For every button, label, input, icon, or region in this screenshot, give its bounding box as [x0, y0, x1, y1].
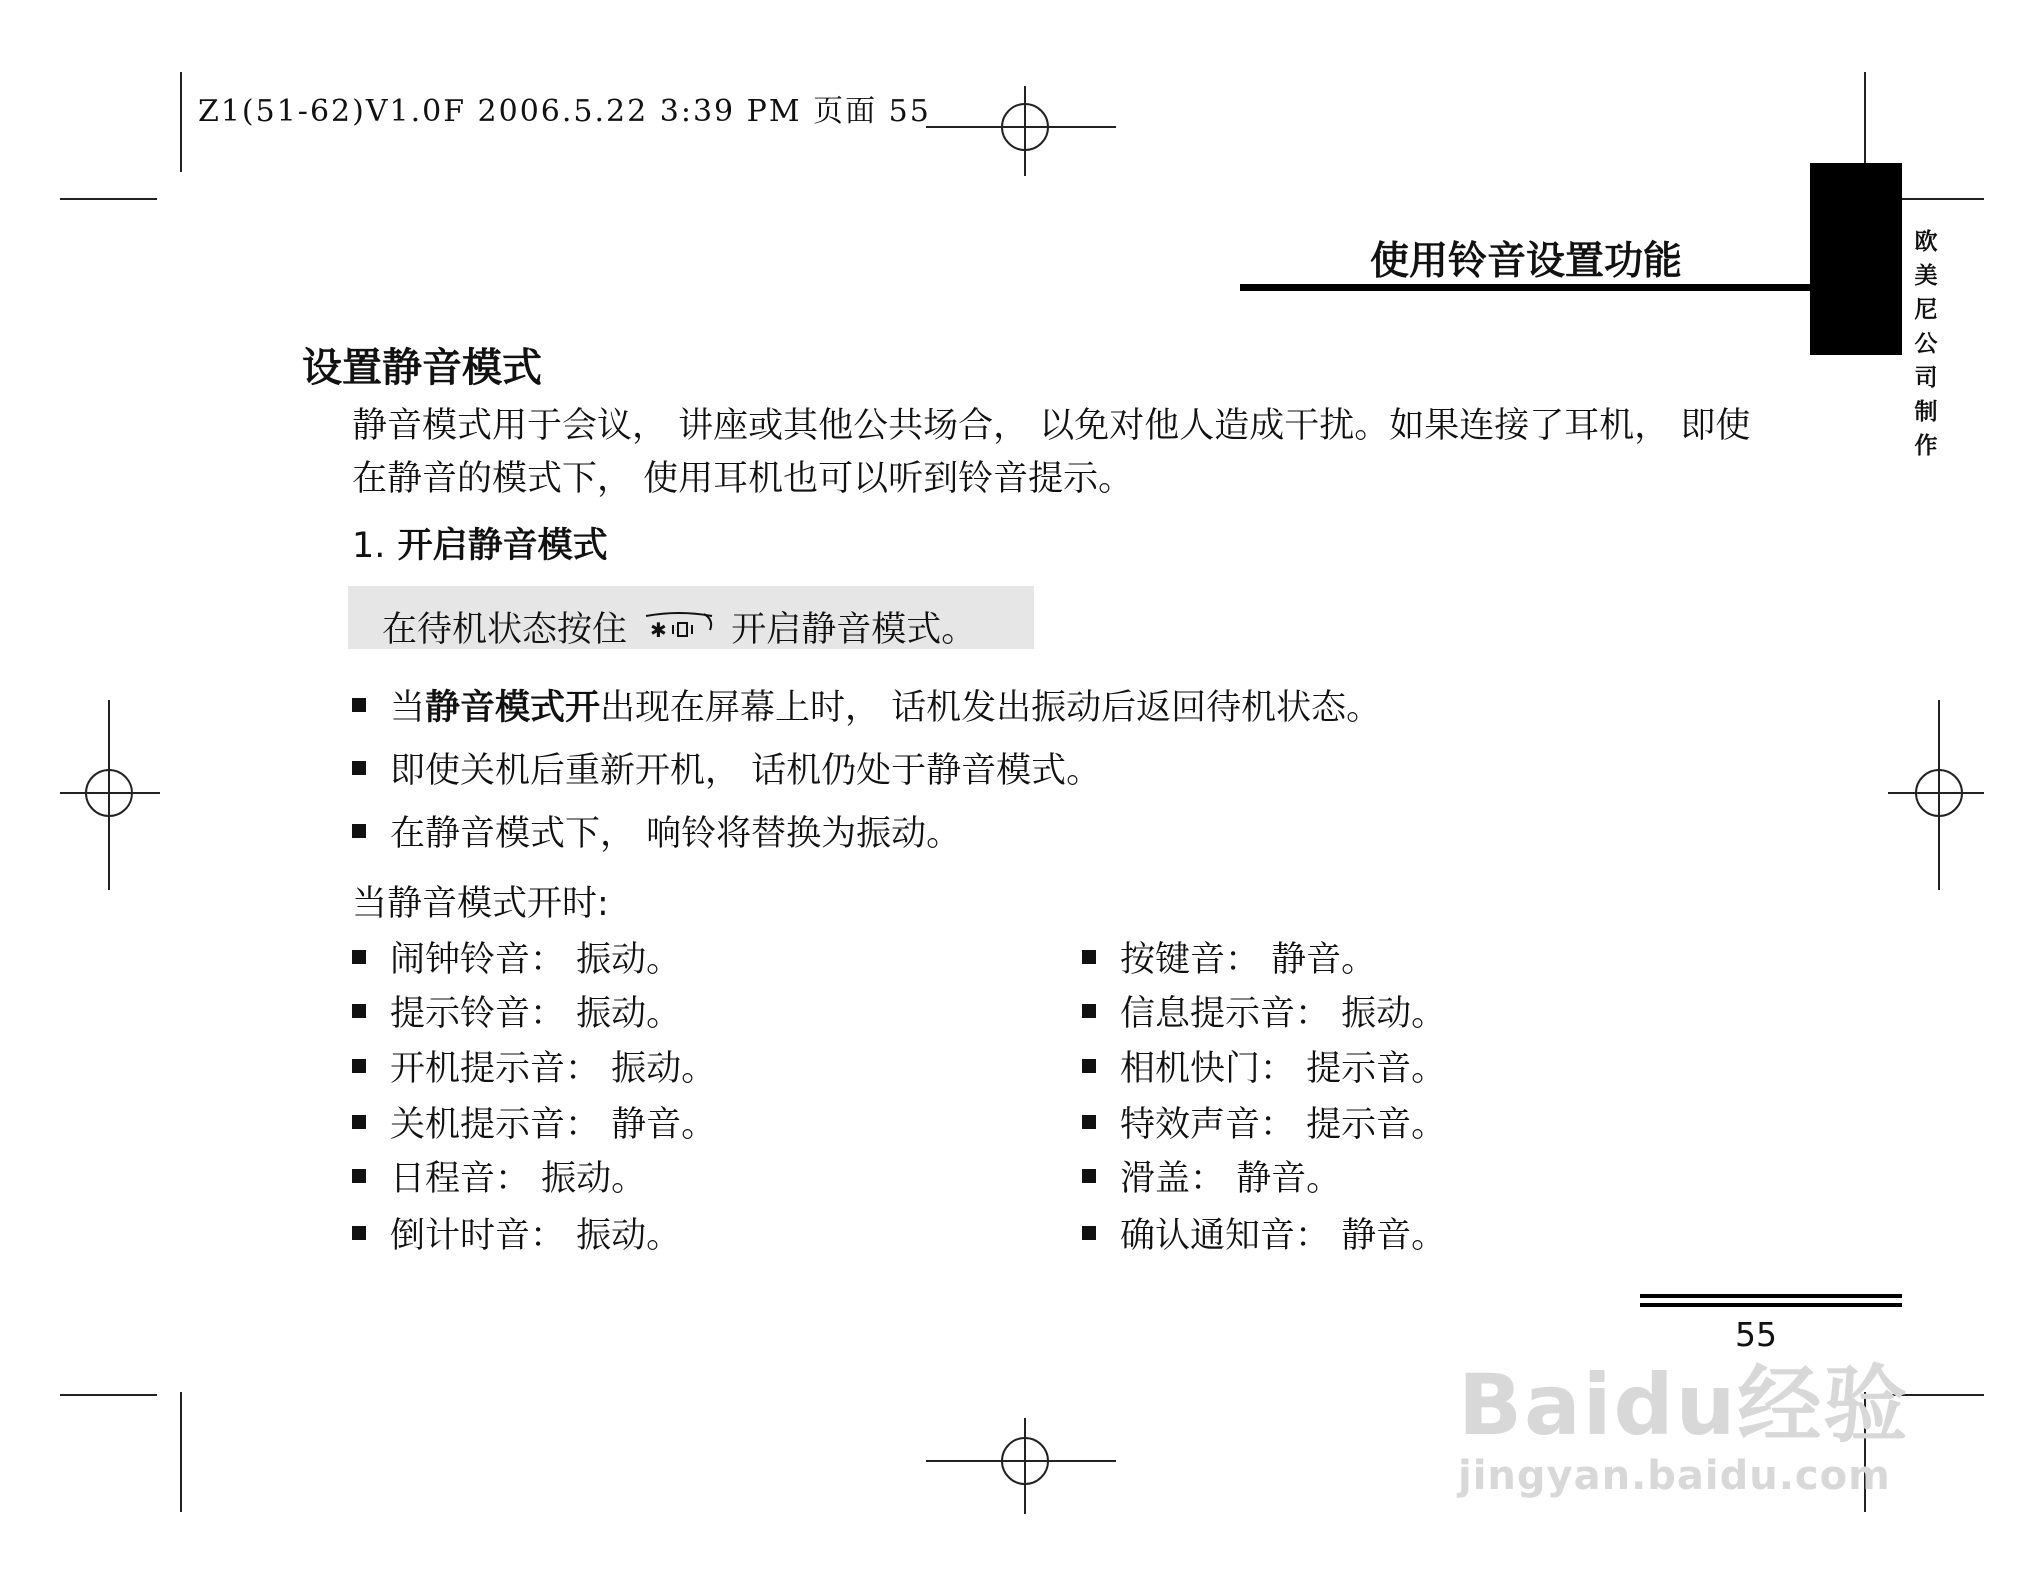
- list-item: 闹钟铃音： 振动。: [352, 932, 681, 982]
- list-item: 确认通知音： 静音。: [1082, 1208, 1446, 1258]
- list-item: 特效声音： 提示音。: [1082, 1097, 1446, 1147]
- watermark-url: jingyan.baidu.com: [1458, 1453, 1891, 1499]
- side-tab-char: 尼: [1914, 297, 1938, 323]
- silent-key-icon: [642, 610, 716, 653]
- page-rule-top: [1640, 1294, 1902, 1298]
- side-tab-char: 司: [1914, 365, 1938, 391]
- list-item: 日程音： 振动。: [352, 1151, 646, 1201]
- side-tab-char: 制: [1914, 399, 1938, 425]
- list-item: 信息提示音： 振动。: [1082, 986, 1446, 1036]
- chapter-title: 使用铃音设置功能: [1370, 239, 1683, 284]
- bullet-square: [352, 824, 366, 838]
- chapter-rule: [1240, 284, 1810, 291]
- svg-text:✱: ✱: [650, 617, 667, 642]
- section-title: 设置静音模式: [302, 345, 542, 391]
- list-item: 当静音模式开出现在屏幕上时， 话机发出振动后返回待机状态。: [352, 680, 1381, 730]
- chapter-tab-block: [1810, 163, 1902, 355]
- list-item: 相机快门： 提示音。: [1082, 1041, 1446, 1091]
- bullet-square: [352, 761, 366, 775]
- print-header: Z1(51-62)V1.0F 2006.5.22 3:39 PM 页面 55: [198, 94, 931, 129]
- watermark-logo: Baidu经验: [1458, 1356, 1910, 1454]
- silent-on-title: 当静音模式开时:: [352, 884, 609, 924]
- side-tab-char: 作: [1914, 433, 1938, 459]
- instruction-after: 开启静音模式。: [731, 610, 977, 650]
- step-label: 开启静音模式: [397, 526, 608, 566]
- list-item: 按键音： 静音。: [1082, 932, 1376, 982]
- side-tab-label: [1911, 225, 1941, 463]
- side-tab-char: 公: [1914, 331, 1938, 357]
- list-item: 提示铃音： 振动。: [352, 986, 681, 1036]
- page-number: 55: [1735, 1315, 1777, 1354]
- intro-paragraph: 静音模式用于会议， 讲座或其他公共场合， 以免对他人造成干扰。如果连接了耳机， 即使在静音的模式下， 使用耳机也可以听到铃音提示。: [352, 406, 1751, 499]
- list-item: 在静音模式下， 响铃将替换为振动。: [352, 806, 961, 856]
- page-rule-bottom: [1640, 1303, 1902, 1307]
- list-item: 滑盖： 静音。: [1082, 1151, 1341, 1201]
- list-item: 开机提示音： 振动。: [352, 1041, 716, 1091]
- step-title: [352, 518, 608, 568]
- instruction-text: [382, 602, 976, 653]
- list-item: 即使关机后重新开机， 话机仍处于静音模式。: [352, 743, 1101, 793]
- watermark: [1458, 1338, 1909, 1499]
- list-item: 倒计时音： 振动。: [352, 1208, 681, 1258]
- side-tab-char: 欧: [1914, 229, 1938, 255]
- list-item: 关机提示音： 静音。: [352, 1097, 716, 1147]
- bullet-square: [352, 698, 366, 712]
- instruction-before: 在待机状态按住: [382, 610, 628, 650]
- side-tab-char: 美: [1914, 263, 1938, 289]
- step-number: 1.: [352, 526, 386, 566]
